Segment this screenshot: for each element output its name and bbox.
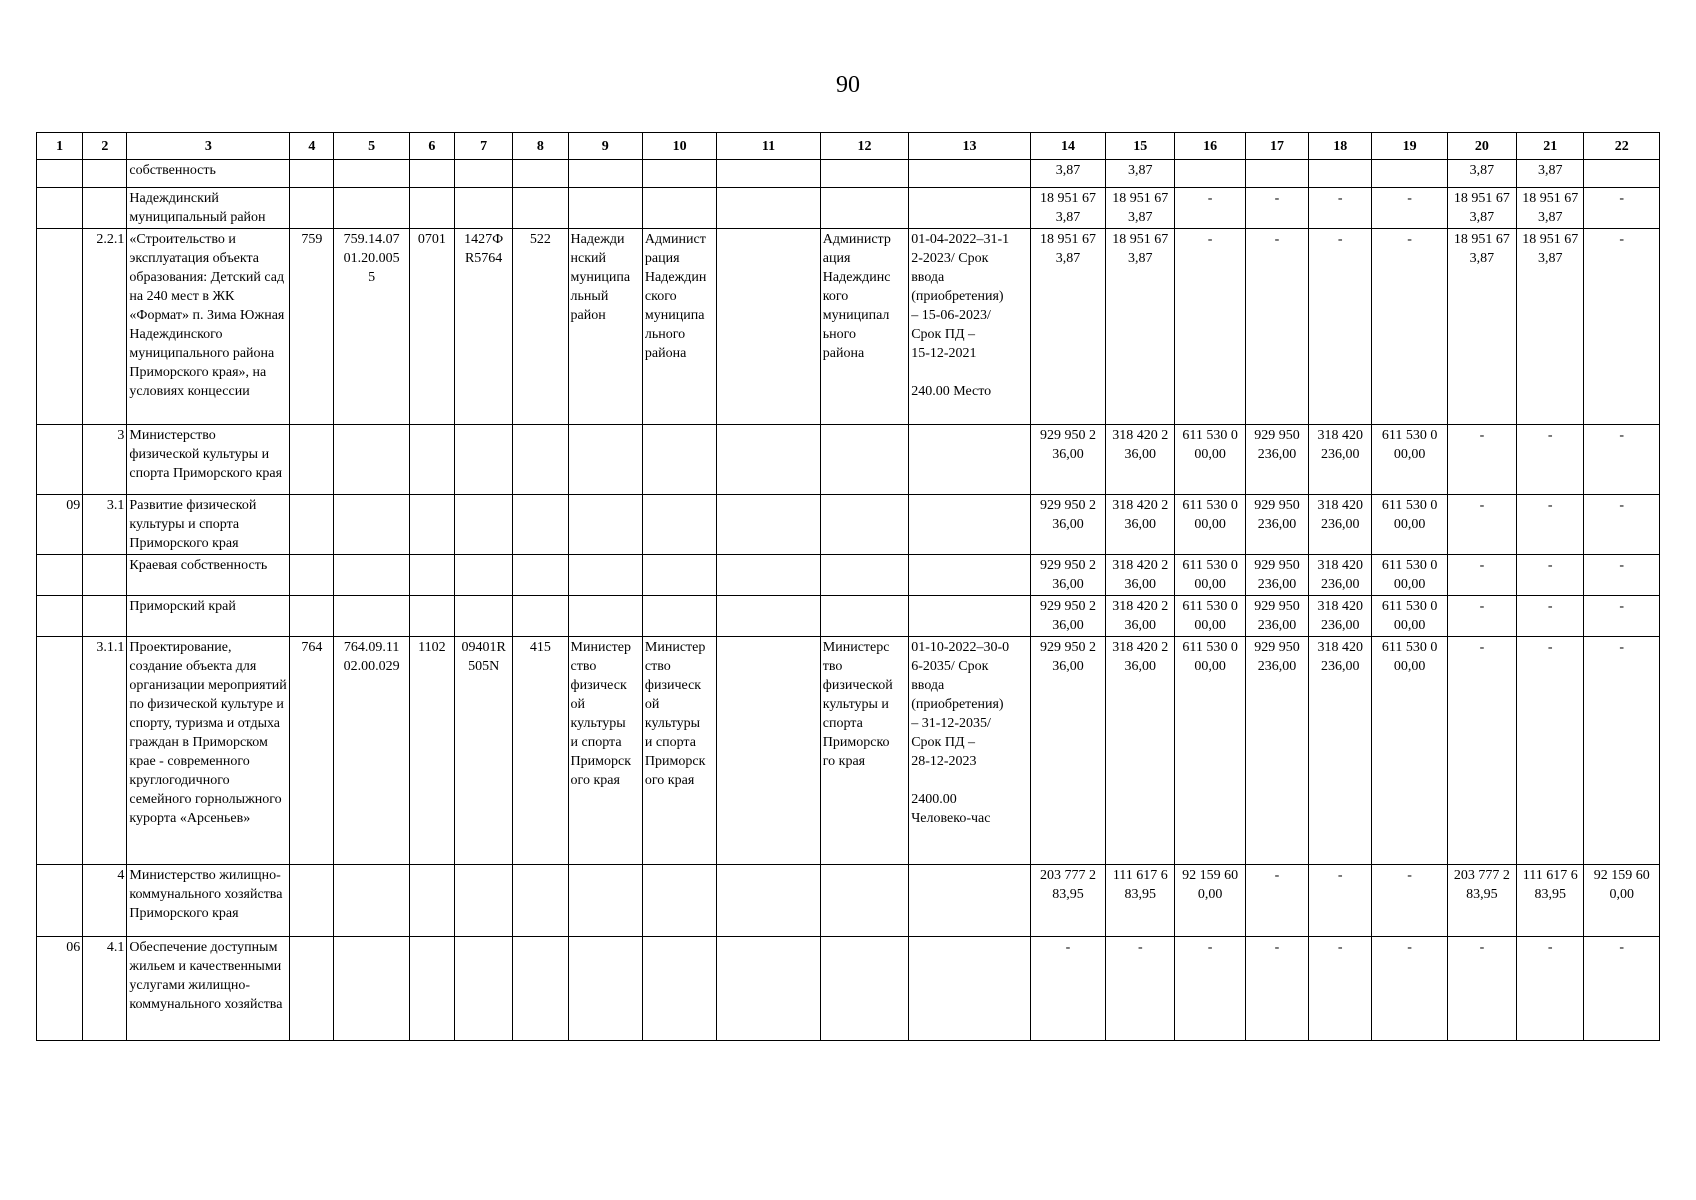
table-cell-col-19 [1372, 160, 1447, 188]
table-row [37, 160, 1660, 188]
table-cell-col-20: - [1447, 637, 1516, 865]
table-cell-col-18: 318 420 236,00 [1309, 425, 1372, 495]
table-cell-col-17: 929 950 236,00 [1245, 495, 1308, 555]
column-header-6: 6 [409, 133, 454, 160]
table-cell-col-13 [909, 425, 1031, 495]
table-cell-col-4 [290, 555, 334, 596]
table-cell-col-11 [717, 495, 821, 555]
table-cell-col-8 [513, 596, 568, 637]
column-header-11: 11 [717, 133, 821, 160]
table-cell-col-14: - [1030, 937, 1105, 1041]
table-row [37, 495, 1660, 555]
table-cell-col-14: 203 777 2 83,95 [1030, 865, 1105, 937]
table-cell-col-21: - [1517, 495, 1584, 555]
table-cell-col-16: - [1175, 937, 1245, 1041]
table-cell-col-1 [37, 160, 83, 188]
table-cell-col-3: Краевая собственность [127, 555, 290, 596]
table-cell-col-3: Приморский край [127, 596, 290, 637]
table-cell-col-22: - [1584, 425, 1660, 495]
table-cell-col-10 [642, 555, 716, 596]
table-cell-col-9 [568, 160, 642, 188]
table-cell-col-19: 611 530 0 00,00 [1372, 637, 1447, 865]
table-cell-col-21: 18 951 67 3,87 [1517, 229, 1584, 425]
table-cell-col-15: 318 420 2 36,00 [1106, 637, 1175, 865]
table-cell-col-13 [909, 865, 1031, 937]
table-cell-col-20: - [1447, 555, 1516, 596]
table-cell-col-19: 611 530 0 00,00 [1372, 596, 1447, 637]
table-cell-col-15: 318 420 2 36,00 [1106, 495, 1175, 555]
table-cell-col-11 [717, 229, 821, 425]
column-header-4: 4 [290, 133, 334, 160]
table-cell-col-4 [290, 425, 334, 495]
table-cell-col-17: - [1245, 229, 1308, 425]
table-cell-col-11 [717, 596, 821, 637]
table-row [37, 637, 1660, 865]
page-number: 90 [836, 72, 860, 98]
table-cell-col-19: 611 530 0 00,00 [1372, 555, 1447, 596]
table-cell-col-11 [717, 937, 821, 1041]
table-cell-col-12 [820, 596, 908, 637]
budget-table [36, 132, 1660, 1041]
table-cell-col-22: - [1584, 596, 1660, 637]
table-cell-col-7 [455, 495, 513, 555]
table-cell-col-1 [37, 637, 83, 865]
table-cell-col-16: 92 159 60 0,00 [1175, 865, 1245, 937]
table-row [37, 229, 1660, 425]
table-cell-col-17: - [1245, 865, 1308, 937]
table-cell-col-20: 3,87 [1447, 160, 1516, 188]
table-cell-col-4 [290, 495, 334, 555]
table-row [37, 425, 1660, 495]
table-cell-col-16: 611 530 0 00,00 [1175, 425, 1245, 495]
table-cell-col-5 [334, 188, 409, 229]
table-cell-col-19: - [1372, 865, 1447, 937]
table-cell-col-1 [37, 425, 83, 495]
table-cell-col-22: 92 159 60 0,00 [1584, 865, 1660, 937]
table-cell-col-12 [820, 495, 908, 555]
table-cell-col-1 [37, 188, 83, 229]
table-cell-col-16: 611 530 0 00,00 [1175, 555, 1245, 596]
column-header-18: 18 [1309, 133, 1372, 160]
header-row [37, 133, 1660, 160]
table-cell-col-7 [455, 596, 513, 637]
table-cell-col-15: 318 420 2 36,00 [1106, 555, 1175, 596]
table-cell-col-2 [83, 596, 127, 637]
column-header-8: 8 [513, 133, 568, 160]
table-cell-col-18: 318 420 236,00 [1309, 555, 1372, 596]
table-cell-col-2: 2.2.1 [83, 229, 127, 425]
table-cell-col-18 [1309, 160, 1372, 188]
table-row [37, 596, 1660, 637]
table-cell-col-10 [642, 188, 716, 229]
table-cell-col-4 [290, 865, 334, 937]
table-cell-col-15: 318 420 2 36,00 [1106, 596, 1175, 637]
table-cell-col-18: 318 420 236,00 [1309, 596, 1372, 637]
table-row [37, 937, 1660, 1041]
table-cell-col-11 [717, 637, 821, 865]
table-cell-col-12 [820, 425, 908, 495]
table-cell-col-18: 318 420 236,00 [1309, 495, 1372, 555]
table-cell-col-8 [513, 160, 568, 188]
table-cell-col-16: 611 530 0 00,00 [1175, 637, 1245, 865]
table-cell-col-5: 759.14.07 01.20.005 5 [334, 229, 409, 425]
table-cell-col-17: - [1245, 937, 1308, 1041]
table-cell-col-6 [409, 555, 454, 596]
table-cell-col-21: - [1517, 425, 1584, 495]
table-cell-col-10 [642, 937, 716, 1041]
column-header-12: 12 [820, 133, 908, 160]
column-header-15: 15 [1106, 133, 1175, 160]
table-cell-col-8: 415 [513, 637, 568, 865]
table-cell-col-21: 3,87 [1517, 160, 1584, 188]
table-cell-col-5 [334, 495, 409, 555]
table-cell-col-3: Проектирование, создание объекта для организации мероприятий по физической культуре и спорту, туризма и отдыха граждан в Приморском крае - современного круглогодичного семейного горнолыжного курорта «Арсеньев» [127, 637, 290, 865]
column-header-19: 19 [1372, 133, 1447, 160]
table-cell-col-4 [290, 937, 334, 1041]
table-cell-col-16: - [1175, 188, 1245, 229]
table-cell-col-22: - [1584, 555, 1660, 596]
table-cell-col-9 [568, 596, 642, 637]
table-cell-col-13 [909, 596, 1031, 637]
table-cell-col-18: - [1309, 865, 1372, 937]
table-cell-col-18: - [1309, 937, 1372, 1041]
table-cell-col-18: - [1309, 188, 1372, 229]
table-cell-col-6 [409, 596, 454, 637]
table-cell-col-21: - [1517, 555, 1584, 596]
table-row [37, 865, 1660, 937]
table-cell-col-17: 929 950 236,00 [1245, 637, 1308, 865]
table-cell-col-15: 111 617 6 83,95 [1106, 865, 1175, 937]
table-cell-col-5 [334, 160, 409, 188]
column-header-5: 5 [334, 133, 409, 160]
table-cell-col-2: 4.1 [83, 937, 127, 1041]
table-cell-col-6 [409, 937, 454, 1041]
table-cell-col-13 [909, 188, 1031, 229]
table-cell-col-20: - [1447, 425, 1516, 495]
table-cell-col-22: - [1584, 495, 1660, 555]
column-header-2: 2 [83, 133, 127, 160]
table-cell-col-20: - [1447, 937, 1516, 1041]
table-cell-col-4 [290, 160, 334, 188]
table-cell-col-2 [83, 555, 127, 596]
table-cell-col-15: 18 951 67 3,87 [1106, 229, 1175, 425]
table-cell-col-13: 01-10-2022–30-0 6-2035/ Срок ввода (приобретения) – 31-12-2035/ Срок ПД – 28-12-2023 2400.00 Человеко-час [909, 637, 1031, 865]
table-cell-col-14: 18 951 67 3,87 [1030, 188, 1105, 229]
table-cell-col-22: - [1584, 637, 1660, 865]
table-cell-col-15: 318 420 2 36,00 [1106, 425, 1175, 495]
table-cell-col-17: 929 950 236,00 [1245, 425, 1308, 495]
table-cell-col-20: - [1447, 495, 1516, 555]
table-cell-col-5: 764.09.11 02.00.029 [334, 637, 409, 865]
table-cell-col-17: - [1245, 188, 1308, 229]
column-header-20: 20 [1447, 133, 1516, 160]
table-cell-col-12 [820, 555, 908, 596]
table-cell-col-11 [717, 555, 821, 596]
table-cell-col-13 [909, 160, 1031, 188]
table-cell-col-6: 0701 [409, 229, 454, 425]
table-cell-col-17: 929 950 236,00 [1245, 596, 1308, 637]
table-cell-col-13 [909, 495, 1031, 555]
table-cell-col-3: Надеждинский муниципальный район [127, 188, 290, 229]
table-cell-col-2: 3.1 [83, 495, 127, 555]
table-cell-col-10: Министер ство физическ ой культуры и спорта Приморск ого края [642, 637, 716, 865]
table-cell-col-8 [513, 188, 568, 229]
table-cell-col-9 [568, 495, 642, 555]
table-cell-col-9 [568, 425, 642, 495]
table-cell-col-3: собственность [127, 160, 290, 188]
table-cell-col-12: Администр ация Надеждинс кого муниципал ьного района [820, 229, 908, 425]
table-cell-col-18: 318 420 236,00 [1309, 637, 1372, 865]
table-cell-col-1: 06 [37, 937, 83, 1041]
column-header-17: 17 [1245, 133, 1308, 160]
table-cell-col-19: 611 530 0 00,00 [1372, 495, 1447, 555]
table-cell-col-9 [568, 937, 642, 1041]
table-cell-col-20: 18 951 67 3,87 [1447, 229, 1516, 425]
table-cell-col-5 [334, 425, 409, 495]
column-header-14: 14 [1030, 133, 1105, 160]
table-cell-col-19: - [1372, 229, 1447, 425]
table-cell-col-21: 18 951 67 3,87 [1517, 188, 1584, 229]
table-cell-col-5 [334, 937, 409, 1041]
table-cell-col-3: Развитие физической культуры и спорта Приморского края [127, 495, 290, 555]
table-cell-col-8 [513, 425, 568, 495]
table-cell-col-8: 522 [513, 229, 568, 425]
table-cell-col-12 [820, 865, 908, 937]
table-cell-col-19: - [1372, 937, 1447, 1041]
table-cell-col-11 [717, 160, 821, 188]
table-cell-col-17 [1245, 160, 1308, 188]
table-cell-col-16: 611 530 0 00,00 [1175, 495, 1245, 555]
table-cell-col-9 [568, 865, 642, 937]
table-cell-col-15: - [1106, 937, 1175, 1041]
column-header-21: 21 [1517, 133, 1584, 160]
table-cell-col-7 [455, 555, 513, 596]
table-cell-col-22: - [1584, 229, 1660, 425]
table-cell-col-10 [642, 160, 716, 188]
table-cell-col-4 [290, 596, 334, 637]
table-cell-col-14: 929 950 2 36,00 [1030, 425, 1105, 495]
table-cell-col-8 [513, 937, 568, 1041]
table-cell-col-7 [455, 160, 513, 188]
table-cell-col-2 [83, 188, 127, 229]
table-cell-col-9 [568, 555, 642, 596]
table-cell-col-16: - [1175, 229, 1245, 425]
table-cell-col-10 [642, 596, 716, 637]
table-cell-col-6 [409, 160, 454, 188]
table-cell-col-19: 611 530 0 00,00 [1372, 425, 1447, 495]
table-cell-col-14: 929 950 2 36,00 [1030, 637, 1105, 865]
table-cell-col-10 [642, 865, 716, 937]
table-cell-col-20: - [1447, 596, 1516, 637]
table-cell-col-1: 09 [37, 495, 83, 555]
table-cell-col-14: 929 950 2 36,00 [1030, 596, 1105, 637]
table-cell-col-7: 1427Ф R5764 [455, 229, 513, 425]
table-cell-col-7: 09401R 505N [455, 637, 513, 865]
table-cell-col-6 [409, 188, 454, 229]
table-cell-col-7 [455, 425, 513, 495]
column-header-10: 10 [642, 133, 716, 160]
table-cell-col-1 [37, 555, 83, 596]
table-cell-col-11 [717, 865, 821, 937]
table-cell-col-16: 611 530 0 00,00 [1175, 596, 1245, 637]
table-cell-col-21: - [1517, 637, 1584, 865]
table-cell-col-14: 929 950 2 36,00 [1030, 555, 1105, 596]
table-cell-col-16 [1175, 160, 1245, 188]
table-cell-col-12: Министерс тво физической культуры и спорта Приморско го края [820, 637, 908, 865]
table-cell-col-9: Министер ство физическ ой культуры и спорта Приморск ого края [568, 637, 642, 865]
table-cell-col-10 [642, 425, 716, 495]
table-cell-col-7 [455, 937, 513, 1041]
table-cell-col-9: Надежди нский муниципа льный район [568, 229, 642, 425]
table-cell-col-15: 18 951 67 3,87 [1106, 188, 1175, 229]
table-cell-col-2 [83, 160, 127, 188]
column-header-7: 7 [455, 133, 513, 160]
table-cell-col-2: 3.1.1 [83, 637, 127, 865]
table-row [37, 188, 1660, 229]
table-cell-col-13 [909, 937, 1031, 1041]
table-cell-col-18: - [1309, 229, 1372, 425]
column-header-3: 3 [127, 133, 290, 160]
table-cell-col-3: «Строительство и эксплуатация объекта образования: Детский сад на 240 мест в ЖК «Формат» п. Зима Южная Надеждинского муниципального района Приморского края», на условиях концессии [127, 229, 290, 425]
column-header-16: 16 [1175, 133, 1245, 160]
table-cell-col-22: - [1584, 188, 1660, 229]
table-cell-col-10 [642, 495, 716, 555]
table-cell-col-19: - [1372, 188, 1447, 229]
table-cell-col-8 [513, 865, 568, 937]
table-cell-col-10: Админист рация Надеждин ского муниципа льного района [642, 229, 716, 425]
table-cell-col-22 [1584, 160, 1660, 188]
column-header-13: 13 [909, 133, 1031, 160]
table-cell-col-4: 764 [290, 637, 334, 865]
table-cell-col-22: - [1584, 937, 1660, 1041]
table-cell-col-4: 759 [290, 229, 334, 425]
table-cell-col-2: 3 [83, 425, 127, 495]
table-cell-col-8 [513, 555, 568, 596]
table-row [37, 555, 1660, 596]
table-cell-col-1 [37, 865, 83, 937]
table-cell-col-14: 18 951 67 3,87 [1030, 229, 1105, 425]
table-cell-col-4 [290, 188, 334, 229]
table-cell-col-9 [568, 188, 642, 229]
table-cell-col-21: - [1517, 937, 1584, 1041]
table-cell-col-2: 4 [83, 865, 127, 937]
table-cell-col-8 [513, 495, 568, 555]
table-cell-col-21: 111 617 6 83,95 [1517, 865, 1584, 937]
table-cell-col-17: 929 950 236,00 [1245, 555, 1308, 596]
table-cell-col-1 [37, 596, 83, 637]
table-cell-col-13: 01-04-2022–31-1 2-2023/ Срок ввода (приобретения) – 15-06-2023/ Срок ПД – 15-12-2021 240.00 Место [909, 229, 1031, 425]
table-cell-col-13 [909, 555, 1031, 596]
table-cell-col-6: 1102 [409, 637, 454, 865]
table-cell-col-20: 203 777 2 83,95 [1447, 865, 1516, 937]
table-cell-col-3: Министерство жилищно-коммунального хозяйства Приморского края [127, 865, 290, 937]
table-cell-col-20: 18 951 67 3,87 [1447, 188, 1516, 229]
table-cell-col-5 [334, 555, 409, 596]
table-cell-col-1 [37, 229, 83, 425]
table-cell-col-7 [455, 865, 513, 937]
table-cell-col-14: 929 950 2 36,00 [1030, 495, 1105, 555]
table-cell-col-12 [820, 160, 908, 188]
table-cell-col-21: - [1517, 596, 1584, 637]
table-cell-col-15: 3,87 [1106, 160, 1175, 188]
table-cell-col-12 [820, 188, 908, 229]
table-cell-col-6 [409, 425, 454, 495]
table-cell-col-11 [717, 425, 821, 495]
table-cell-col-7 [455, 188, 513, 229]
table-cell-col-6 [409, 495, 454, 555]
table-cell-col-14: 3,87 [1030, 160, 1105, 188]
column-header-1: 1 [37, 133, 83, 160]
table-cell-col-11 [717, 188, 821, 229]
table-cell-col-3: Обеспечение доступным жильем и качественными услугами жилищно-коммунального хозяйства [127, 937, 290, 1041]
column-header-9: 9 [568, 133, 642, 160]
table-cell-col-12 [820, 937, 908, 1041]
table-cell-col-5 [334, 865, 409, 937]
column-header-22: 22 [1584, 133, 1660, 160]
table-cell-col-6 [409, 865, 454, 937]
table-cell-col-3: Министерство физической культуры и спорта Приморского края [127, 425, 290, 495]
table-cell-col-5 [334, 596, 409, 637]
